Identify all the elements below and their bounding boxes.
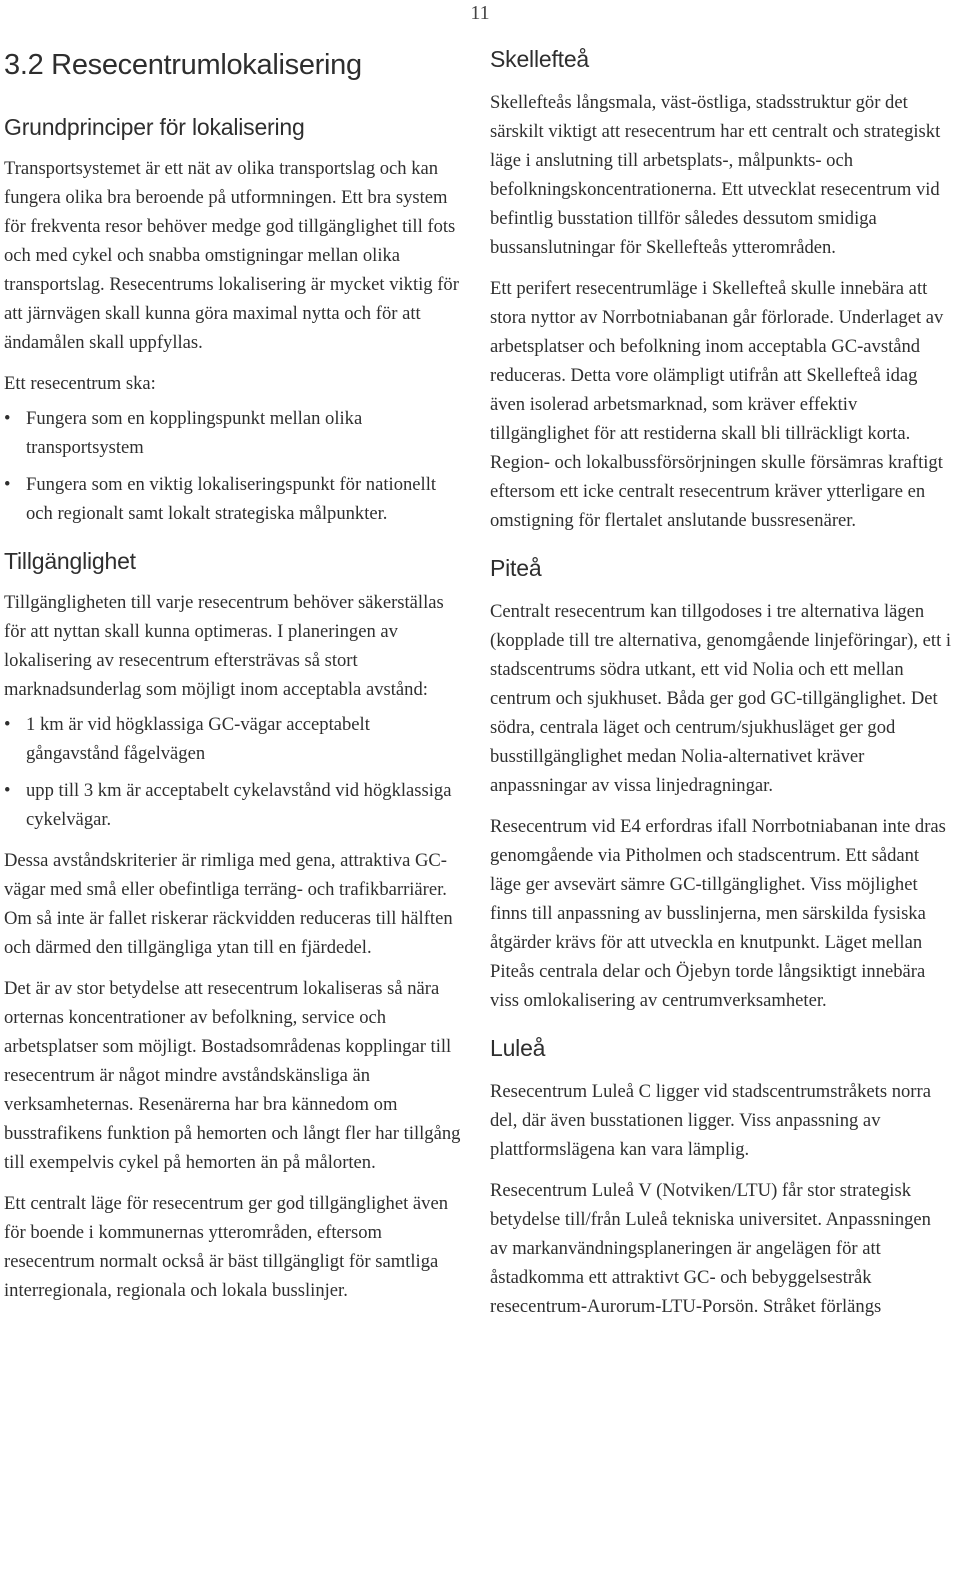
right-column [490,40,952,1321]
paragraph: Ett perifert resecentrumläge i Skellefteå skulle innebära att stora nyttor av Norrbotniabanan går förlorade. Underlaget av arbetsplatser och befolkning inom acceptabla GC-avstånd reduceras. Detta vore olämpligt utifrån att Skellefteå idag även isolerad arbetsmarknad, som kräver effektiv tillgänglighet för att restiderna skall bli tillräckligt korta. Region- och lokalbussförsörjningen skulle försämras kraftigt eftersom ett icke centralt resecentrum kräver ytterligare en omstigning för flertalet anslutande bussresenärer. [490,278,944,531]
bullet-list [4,710,466,834]
section-heading-skelleftea: Skellefteå [490,46,590,72]
section-heading-lulea: Luleå [490,1035,546,1061]
paragraph: Det är av stor betydelse att resecentrum lokaliseras så nära orternas koncentrationer av befolkning, service och arbetsplatser som möjligt. Bostadsområdenas kopplingar till resecentrum är något mindre avståndskänsliga än verksamheternas. Resenärerna har bra kännedom om busstrafikens funktion på hemorten och långt fler har tillgång till exempelvis cykel på hemorten än på målorten. [4,978,461,1173]
list-item-text: upp till 3 km är acceptabelt cykelavstånd vid högklassiga cykelvägar. [26,780,452,830]
paragraph: Centralt resecentrum kan tillgodoses i tre alternativa lägen (kopplade till tre alternativa, genomgående linjeföringar), ett i stadscentrums södra utkant, ett vid Nolia och ett mellan centrum och sjukhuset. Båda ger god GC-tillgänglighet. Det södra, centrala läget och centrum/sjukhusläget ger god busstillgänglighet medan Nolia-alternativet kräver anpassningar av vissa linjedragningar. [490,601,952,796]
section-heading-pitea: Piteå [490,555,542,581]
list-item [4,776,466,834]
bullet-icon: • [4,408,11,429]
list-item [4,710,466,768]
left-column [4,40,466,1305]
paragraph: Resecentrum Luleå V (Notviken/LTU) får stor strategisk betydelse till/från Luleå tekniska universitet. Anpassningen av markanvändningsplaneringen är angelägen för att åstadkomma ett attraktivt GC- och bebyggelsestråk resecentrum-Aurorum-LTU-Porsön. Stråket förlängs [490,1180,931,1317]
paragraph: Dessa avståndskriterier är rimliga med gena, attraktiva GC-vägar med små eller obefintliga terräng- och trafikbarriärer. Om så inte är fallet riskerar räckvidden reduceras till hälften och därmed den tillgängliga ytan till en fjärdedel. [4,850,453,958]
list-item [4,404,466,462]
paragraph: Resecentrum Luleå C ligger vid stadscentrumstråkets norra del, där även busstationen ligger. Viss anpassning av plattformslägena kan vara lämplig. [490,1081,931,1160]
paragraph: Skellefteås långsmala, väst-östliga, stadsstruktur gör det särskilt viktigt att resecentrum har ett centralt och strategiskt läge i anslutning till arbetsplats-, målpunkts- och befolkningskoncentrationerna. Ett utvecklat resecentrum vid befintlig busstation tillför således dessutom smidiga bussanslutningar för Skellefteås ytterområden. [490,92,941,258]
paragraph: Ett resecentrum ska: [4,373,156,394]
list-item-text: Fungera som en viktig lokaliseringspunkt för nationellt och regionalt samt lokalt strategiska målpunkter. [26,474,437,524]
bullet-list [4,404,466,528]
bullet-icon: • [4,714,11,735]
section-heading-grundprinciper: Grundprinciper för lokalisering [4,114,305,140]
section-heading-tillganglighet: Tillgänglighet [4,548,136,574]
paragraph: Ett centralt läge för resecentrum ger god tillgänglighet även för boende i kommunernas ytterområden, eftersom resecentrum normalt också är bäst tillgängligt för samtliga interregionala, regionala och lokala busslinjer. [4,1193,449,1301]
list-item-text: 1 km är vid högklassiga GC-vägar acceptabelt gångavstånd fågelvägen [26,714,370,764]
list-item-text: Fungera som en kopplingspunkt mellan olika transportsystem [26,408,363,458]
paragraph: Transportsystemet är ett nät av olika transportslag och kan fungera olika bra beroende på utformningen. Ett bra system för frekventa resor behöver medge god tillgänglighet till fots och med cykel och snabba omstigningar mellan olika transportslag. Resecentrums lokalisering är mycket viktig för att järnvägen skall kunna göra maximal nytta och för att ändamålen skall uppfyllas. [4,158,459,353]
bullet-icon: • [4,474,11,495]
page-number: 11 [470,2,490,24]
paragraph: Tillgängligheten till varje resecentrum behöver säkerställas för att nyttan skall kunna optimeras. I planeringen av lokalisering av resecentrum eftersträvas så stort marknadsunderlag som möjligt inom acceptabla avstånd: [4,592,444,700]
paragraph: Resecentrum vid E4 erfordras ifall Norrbotniabanan inte dras genomgående via Pitholmen och stadscentrum. Ett sådant läge ger avsevärt sämre GC-tillgänglighet. Viss möjlighet finns till anpassning av busslinjerna, men särskilda fysiska åtgärder krävs för att utveckla en knutpunkt. Läget mellan Piteås centrala delar och Öjebyn torde långsiktigt innebära viss omlokalisering av centrumverksamheter. [490,816,946,1011]
chapter-title: 3.2 Resecentrumlokalisering [4,49,362,81]
bullet-icon: • [4,780,11,801]
list-item [4,470,466,528]
